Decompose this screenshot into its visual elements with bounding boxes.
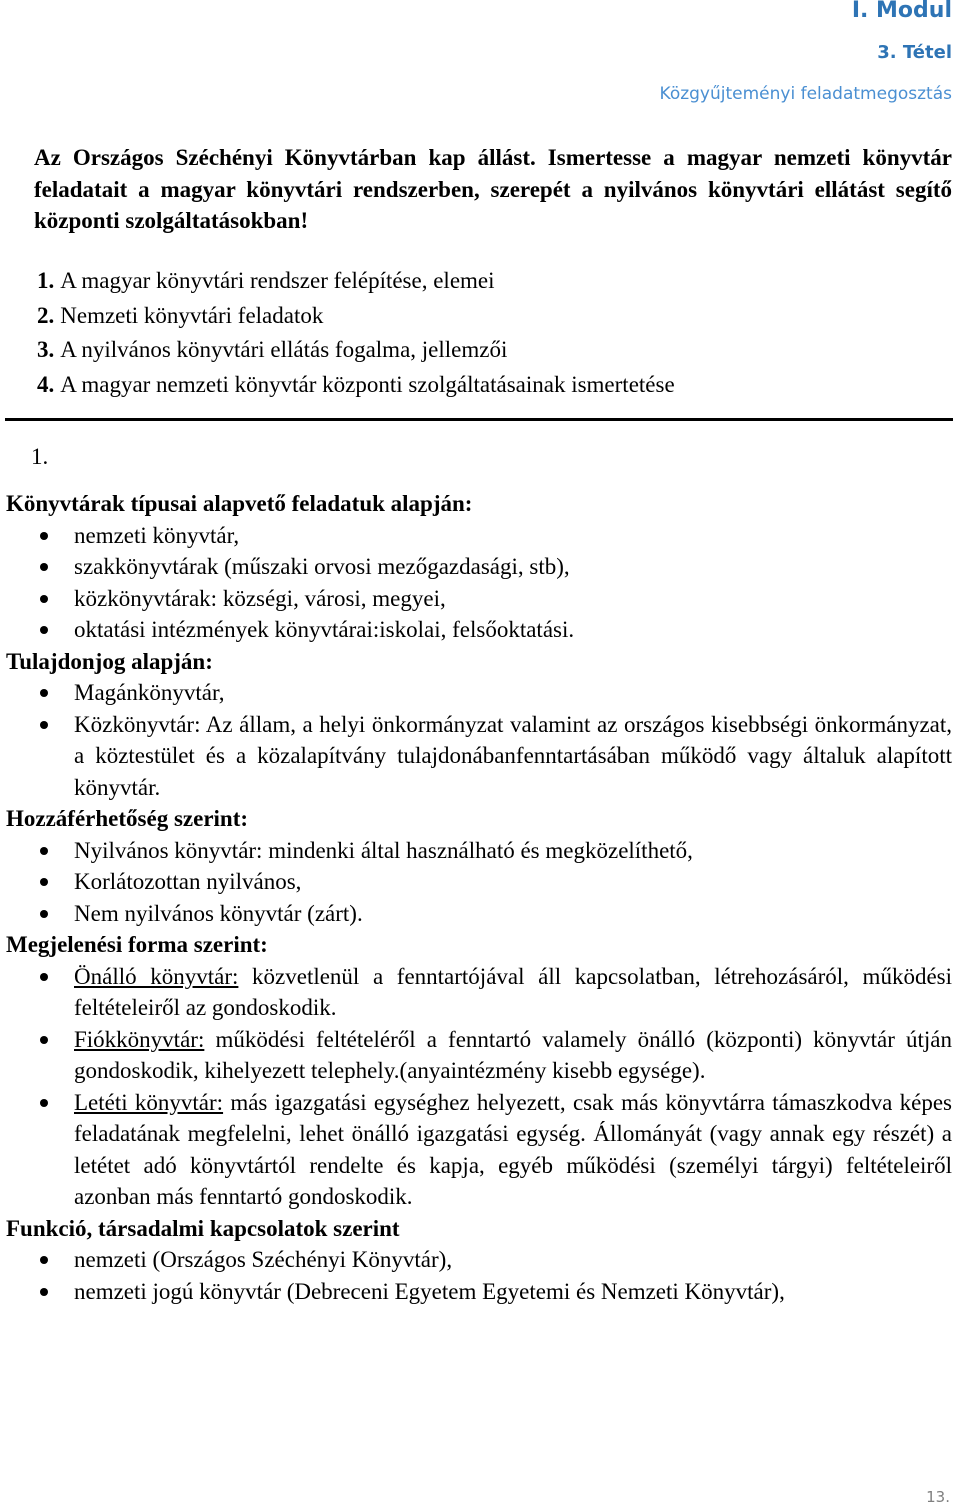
topic-number: 3. xyxy=(37,337,55,362)
term-definition: közvetlenül a fenntartójával áll kapcsolatban, létrehozásáról, működési feltételeiről az gondoskodik. xyxy=(74,963,952,1020)
bullet-list-types xyxy=(6,520,952,646)
topic-text: A nyilvános könyvtári ellátás fogalma, jellemzői xyxy=(60,337,508,362)
document-body xyxy=(6,488,952,1307)
section-heading-form: Megjelenési forma szerint: xyxy=(6,932,268,957)
section-heading-function: Funkció, társadalmi kapcsolatok szerint xyxy=(6,1215,400,1241)
term-label: Fiókkönyvtár: xyxy=(74,1026,205,1052)
task-description: Az Országos Széchényi Könyvtárban kap állást. Ismertesse a magyar nemzeti könyvtár feladatait a magyar könyvtári rendszerben, szerepét a nyilvános könyvtári ellátást segítő központi szolgáltatásokban! xyxy=(34,145,952,233)
list-item-text: Nyilvános könyvtár: mindenki által használható és megközelíthető, xyxy=(74,837,693,863)
bullet-icon xyxy=(40,626,48,634)
topic-text: Nemzeti könyvtári feladatok xyxy=(60,302,324,328)
topic-text: A magyar nemzeti könyvtár központi szolgáltatásainak ismertetése xyxy=(60,371,675,397)
topic-number: 4. xyxy=(37,371,55,397)
list-item-text: szakkönyvtárak (műszaki orvosi mezőgazdasági, stb), xyxy=(74,554,570,579)
bullet-icon xyxy=(40,973,48,981)
list-item xyxy=(6,709,952,804)
list-item-text: nemzeti (Országos Széchényi Könyvtár), xyxy=(74,1247,453,1272)
page-number: 13. xyxy=(926,1488,950,1506)
term-label: Önálló könyvtár: xyxy=(74,963,239,989)
bullet-icon xyxy=(40,721,48,729)
list-item xyxy=(6,551,952,583)
section-heading-ownership: Tulajdonjog alapján: xyxy=(6,648,213,674)
bullet-icon xyxy=(40,1099,48,1107)
list-item-text: nemzeti könyvtár, xyxy=(74,522,240,548)
list-item-text: nemzeti jogú könyvtár (Debreceni Egyetem Egyetemi és Nemzeti Könyvtár), xyxy=(74,1278,785,1304)
bullet-icon xyxy=(40,1256,48,1264)
bullet-icon xyxy=(40,847,48,855)
list-item-text: Nem nyilvános könyvtár (zárt). xyxy=(74,900,363,926)
list-item xyxy=(6,961,952,1024)
section-heading-access: Hozzáférhetőség szerint: xyxy=(6,806,249,831)
list-item xyxy=(6,520,952,552)
section-heading-types: Könyvtárak típusai alapvető feladatuk alapján: xyxy=(6,491,473,516)
list-item xyxy=(6,1244,952,1276)
bullet-icon xyxy=(40,689,48,697)
topic-item xyxy=(37,299,675,334)
list-item-text: Közkönyvtár: Az állam, a helyi önkormányzat valamint az országos kisebbségi önkormányzat, a köztestület és a közalapítvány tulajdonábanfenntartásában működő vagy általuk alapított könyvtár. xyxy=(74,711,952,800)
list-item-text: Korlátozottan nyilvános, xyxy=(74,869,302,894)
list-item-text: Magánkönyvtár, xyxy=(74,680,225,705)
bullet-list-form xyxy=(6,961,952,1213)
topic-number: 2. xyxy=(37,302,55,328)
list-item xyxy=(6,1087,952,1213)
term-label: Letéti könyvtár: xyxy=(74,1089,224,1115)
bullet-icon xyxy=(40,1288,48,1296)
bullet-icon xyxy=(40,910,48,918)
list-item xyxy=(6,614,952,646)
tetel-label: 3. Tétel xyxy=(877,42,952,63)
header-subtitle: Közgyűjteményi feladatmegosztás xyxy=(659,84,952,104)
list-item xyxy=(6,835,952,867)
bullet-list-ownership xyxy=(6,677,952,803)
list-item xyxy=(6,583,952,615)
list-item xyxy=(6,898,952,930)
horizontal-divider xyxy=(5,418,953,421)
topic-list xyxy=(37,264,675,402)
term-definition: más igazgatási egységhez helyezett, csak más könyvtárra támaszkodva képes feladatának megfelelni, lehet önálló igazgatási egység. Állományát (vagy annak egy részét) a letétet adó könyvtártól rendelte és kapja, egyéb működési (személyi tárgyi) feltételeiről azonban más fenntartó gondoskodik. xyxy=(74,1089,952,1209)
list-item xyxy=(6,1276,952,1308)
topic-text: A magyar könyvtári rendszer felépítése, elemei xyxy=(60,268,495,293)
section-number: 1. xyxy=(31,444,49,469)
module-title: I. Modul xyxy=(851,0,952,23)
bullet-icon xyxy=(40,878,48,886)
topic-item xyxy=(37,264,675,299)
topic-number: 1. xyxy=(37,268,55,293)
bullet-icon xyxy=(40,563,48,571)
bullet-icon xyxy=(40,532,48,540)
bullet-list-function xyxy=(6,1244,952,1307)
bullet-icon xyxy=(40,595,48,603)
list-item xyxy=(6,866,952,898)
list-item xyxy=(6,677,952,709)
bullet-icon xyxy=(40,1036,48,1044)
list-item xyxy=(6,1024,952,1087)
topic-item xyxy=(37,368,675,403)
list-item-text: közkönyvtárak: községi, városi, megyei, xyxy=(74,585,446,611)
list-item-text: oktatási intézmények könyvtárai:iskolai, felsőoktatási. xyxy=(74,617,575,642)
topic-item xyxy=(37,333,675,368)
bullet-list-access xyxy=(6,835,952,930)
term-definition: működési feltételéről a fenntartó valamely önálló (központi) könyvtár útján gondoskodik, kihelyezett telephely.(anyaintézmény kisebb egysége). xyxy=(74,1026,952,1083)
